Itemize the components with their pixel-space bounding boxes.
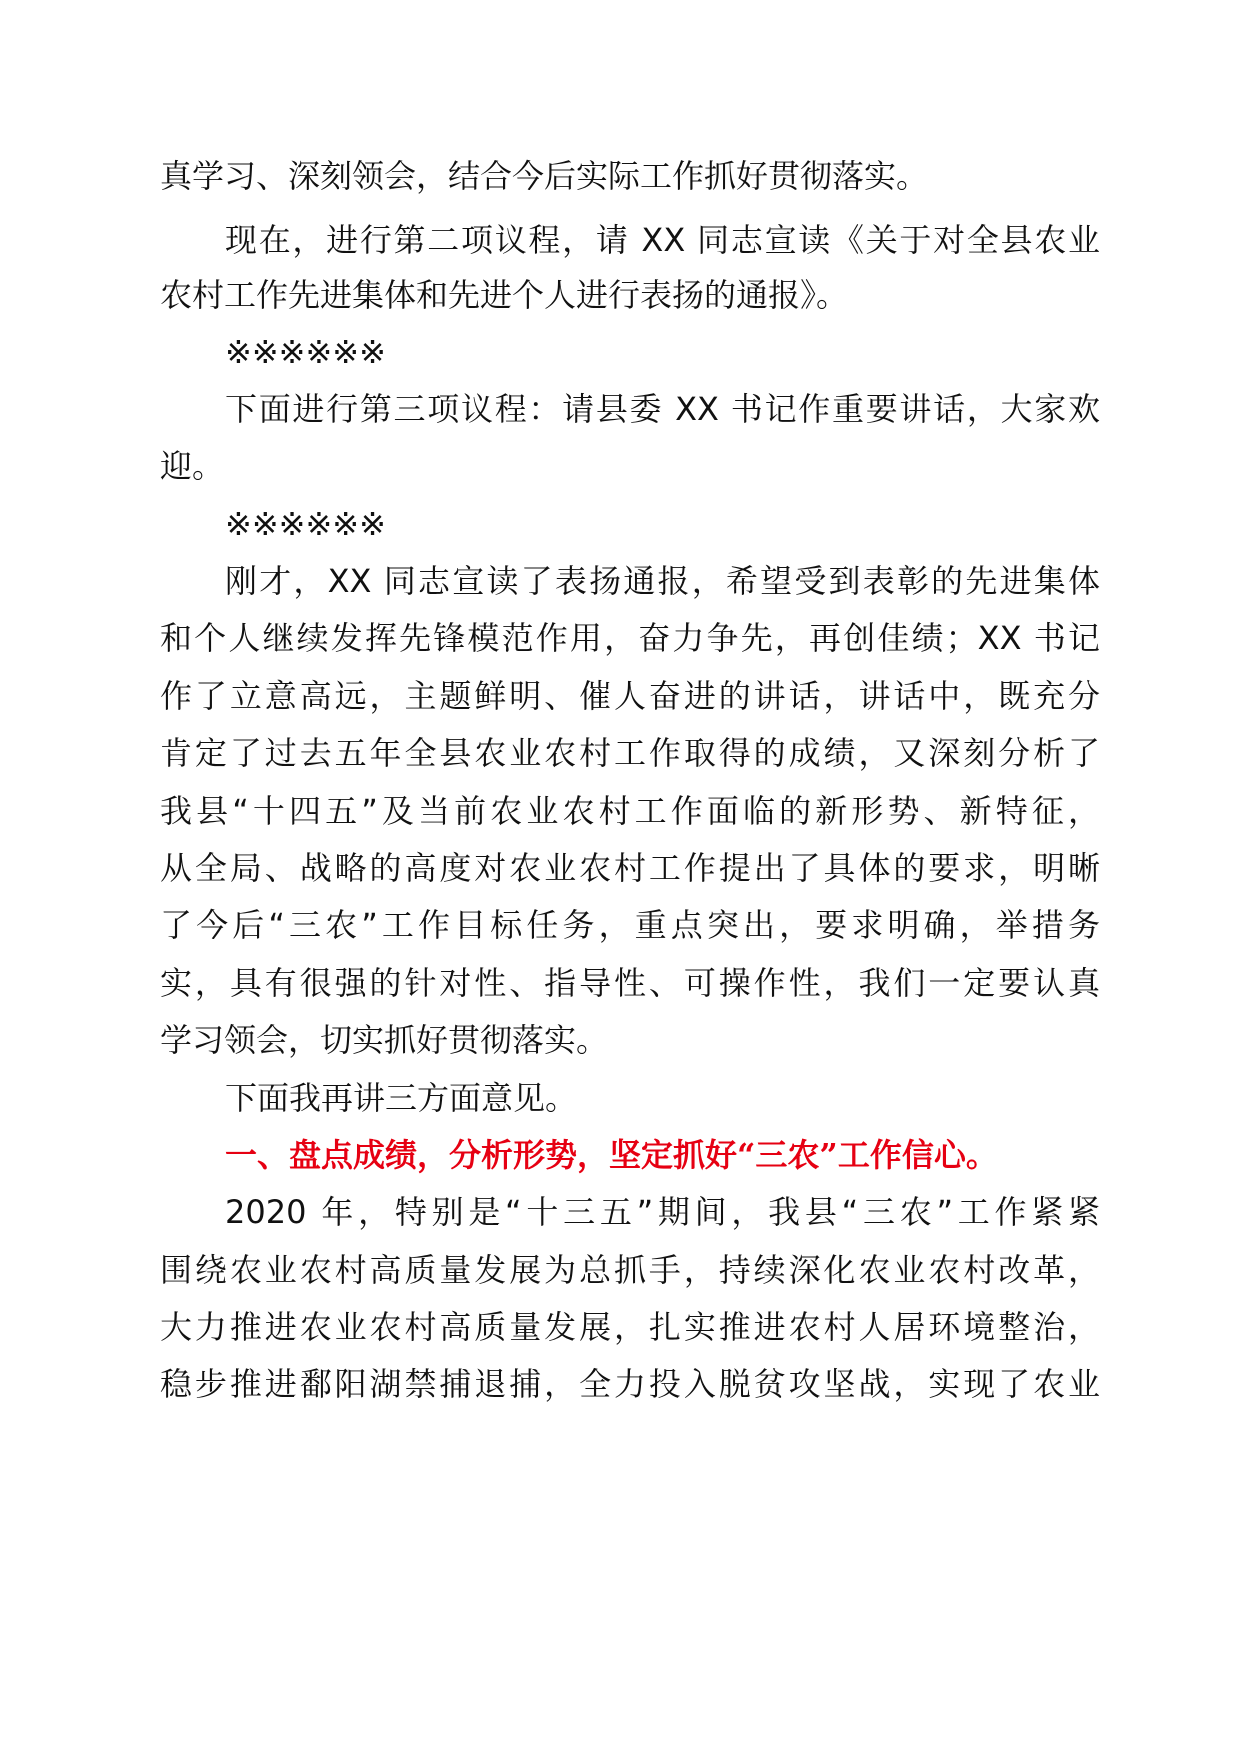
text-line: 肯定了过去五年全县农业农村工作取得的成绩，又深刻分析了 (160, 734, 1100, 772)
text-line: 实，具有很强的针对性、指导性、可操作性，我们一定要认真 (160, 964, 1100, 1002)
text-line: 大力推进农业农村高质量发展，扎实推进农村人居环境整治， (160, 1308, 1100, 1346)
text-line: 迎。 (160, 447, 225, 485)
text-line: 从全局、战略的高度对农业农村工作提出了具体的要求，明晰 (160, 849, 1100, 887)
section-heading: 一、盘点成绩，分析形势，坚定抓好“三农”工作信心。 (225, 1136, 998, 1174)
separator-marks: ※※※※※※ (225, 333, 386, 371)
text-line: 围绕农业农村高质量发展为总抓手，持续深化农业农村改革， (160, 1251, 1100, 1289)
text-line: 现在，进行第二项议程，请 XX 同志宣读《关于对全县农业 (225, 221, 1100, 259)
text-line: 和个人继续发挥先锋模范作用，奋力争先，再创佳绩；XX 书记 (160, 619, 1100, 657)
text-line: 真学习、深刻领会，结合今后实际工作抓好贯彻落实。 (160, 157, 929, 195)
text-line: 刚才，XX 同志宣读了表扬通报，希望受到表彰的先进集体 (225, 562, 1100, 600)
text-line: 我县“十四五”及当前农业农村工作面临的新形势、新特征， (160, 792, 1100, 830)
text-line: 了今后“三农”工作目标任务，重点突出，要求明确，举措务 (160, 906, 1100, 944)
text-line: 稳步推进鄱阳湖禁捕退捕，全力投入脱贫攻坚战，实现了农业 (160, 1365, 1100, 1403)
text-line: 下面进行第三项议程：请县委 XX 书记作重要讲话，大家欢 (225, 390, 1100, 428)
text-line: 作了立意高远，主题鲜明、催人奋进的讲话，讲话中，既充分 (160, 677, 1100, 715)
text-line: 2020 年，特别是“十三五”期间，我县“三农”工作紧紧 (225, 1193, 1100, 1231)
text-line: 学习领会，切实抓好贯彻落实。 (160, 1021, 609, 1059)
separator-marks: ※※※※※※ (225, 505, 386, 543)
text-line: 农村工作先进集体和先进个人进行表扬的通报》。 (160, 276, 849, 314)
text-line: 下面我再讲三方面意见。 (225, 1079, 578, 1117)
